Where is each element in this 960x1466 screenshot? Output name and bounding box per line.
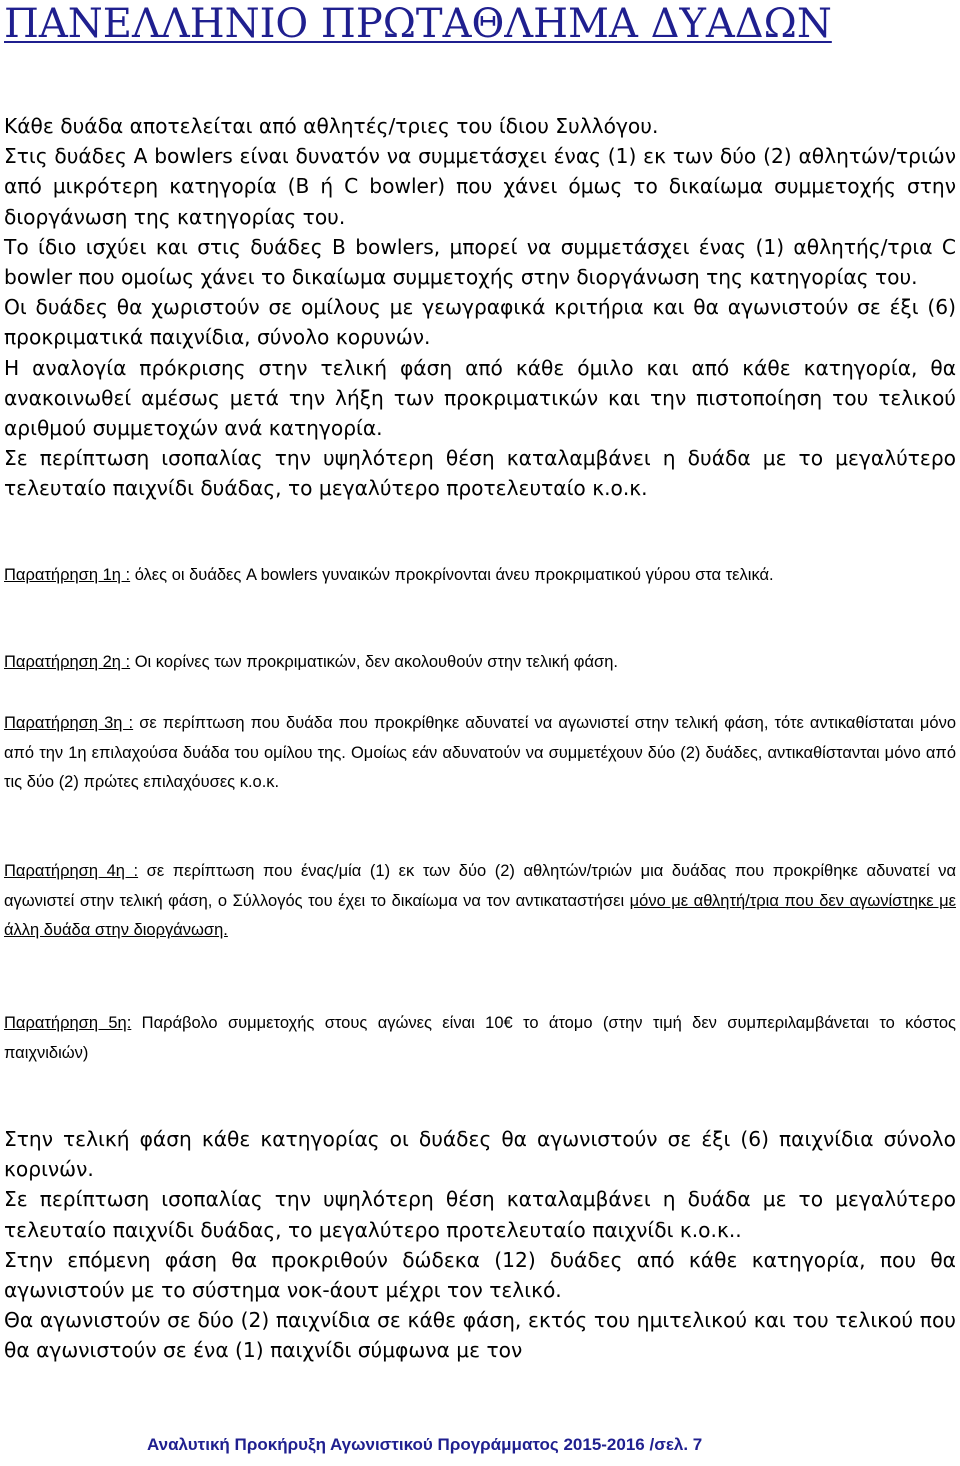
note-5-text: Παράβολο συμμετοχής στους αγώνες είναι 10€ το άτομο (στην τιμή δεν συμπεριλαμβάνεται το κόστος παιχνιδιών)	[4, 1014, 956, 1062]
intro-paragraph: Σε περίπτωση ισοπαλίας την υψηλότερη θέση καταλαμβάνει η δυάδα με το μεγαλύτερο τελευταίο παιχνίδι δυάδας, το μεγαλύτερο προτελευταίο κ.ο.κ.	[4, 446, 956, 501]
note-1-text: όλες οι δυάδες A bowlers γυναικών προκρίνονται άνευ προκριματικού γύρου στα τελικά.	[130, 566, 774, 584]
page-footer: Αναλυτική Προκήρυξη Αγωνιστικού Προγράμματος 2015-2016 /σελ. 7	[147, 1435, 703, 1454]
final-paragraph: Θα αγωνιστούν σε δύο (2) παιχνίδια σε κάθε φάση, εκτός του ημιτελικού και του τελικού που θα αγωνιστούν σε ένα (1) παιχνίδι σύμφωνα με τον	[4, 1308, 956, 1363]
note-1	[4, 561, 956, 591]
final-paragraph: Στην τελική φάση κάθε κατηγορίας οι δυάδες θα αγωνιστούν σε έξι (6) παιχνίδια σύνολο κορινών.	[4, 1127, 956, 1182]
note-3-label: Παρατήρηση 3η :	[4, 714, 134, 732]
intro-paragraph: Στις δυάδες A bowlers είναι δυνατόν να συμμετάσχει ένας (1) εκ των δύο (2) αθλητών/τριών από μικρότερη κατηγορία (B ή C bowler) που χάνει όμως το δικαίωμα συμμετοχής στην διοργάνωση της κατηγορίας του.	[4, 144, 956, 229]
note-5	[4, 1009, 956, 1068]
page-title: ΠΑΝΕΛΛΗΝΙΟ ΠΡΩΤΑΘΛΗΜΑ ΔΥΑΔΩΝ	[4, 1, 832, 47]
note-2-label: Παρατήρηση 2η :	[4, 653, 131, 671]
note-4	[4, 857, 956, 946]
intro-paragraph: Κάθε δυάδα αποτελείται από αθλητές/τριες του ίδιου Συλλόγου.	[4, 114, 659, 138]
intro-section	[4, 111, 956, 504]
intro-paragraph: Η αναλογία πρόκρισης στην τελική φάση από κάθε όμιλο και από κάθε κατηγορία, θα ανακοινωθεί αμέσως μετά την λήξη των προκριματικών και την πιστοποίηση του τελικού αριθμού συμμετοχών ανά κατηγορία.	[4, 355, 956, 441]
intro-paragraph: Το ίδιο ισχύει και στις δυάδες B bowlers, μπορεί να συμμετάσχει ένας (1) αθλητής/τρια C bowler που ομοίως χάνει το δικαίωμα συμμετοχής στην διοργάνωση της κατηγορίας του.	[4, 234, 956, 290]
note-3	[4, 709, 956, 798]
note-4-text: σε περίπτωση που ένας/μία (1) εκ των δύο (2) αθλητών/τριών μια δυάδας που προκρίθηκε αδυνατεί να αγωνιστεί στην τελική φάση, ο Σύλλογός του έχει το δικαίωμα να τον αντικαταστήσει	[4, 862, 956, 910]
final-paragraph: Στην επόμενη φάση θα προκριθούν δώδεκα (12) δυάδες από κάθε κατηγορία, που θα αγωνιστούν με το σύστημα νοκ-άουτ μέχρι τον τελικό.	[4, 1247, 956, 1303]
final-paragraph: Σε περίπτωση ισοπαλίας την υψηλότερη θέση καταλαμβάνει η δυάδα με το μεγαλύτερο τελευταίο παιχνίδι δυάδας, το μεγαλύτερο προτελευταίο παιχνίδι κ.ο.κ..	[4, 1187, 956, 1242]
intro-paragraph: Οι δυάδες θα χωριστούν σε ομίλους με γεωγραφικά κριτήρια και θα αγωνιστούν σε έξι (6) προκριματικά παιχνίδια, σύνολο κορυνών.	[4, 295, 956, 350]
note-3-text: σε περίπτωση που δυάδα που προκρίθηκε αδυνατεί να αγωνιστεί στην τελική φάση, τότε αντικαθίσταται μόνο από την 1η επιλαχούσα δυάδα του ομίλου της. Ομοίως εάν αδυνατούν να συμμετέχουν δύο (2) δυάδες, αντικαθίστανται μόνο από τις δύο (2) πρώτες επιλαχόυσες κ.ο.κ.	[4, 714, 956, 791]
note-1-label: Παρατήρηση 1η :	[4, 566, 131, 584]
note-4-underlined-text: μόνο με αθλητή/τρια που δεν αγωνίστηκε με άλλη δυάδα στην διοργάνωση.	[4, 891, 956, 939]
note-2-text: Οι κορίνες των προκριματικών, δεν ακολουθούν στην τελική φάση.	[130, 653, 618, 671]
note-5-label: Παρατήρηση 5η:	[4, 1014, 132, 1032]
note-4-label: Παρατήρηση 4η :	[4, 862, 139, 880]
final-phase-section	[4, 1124, 956, 1366]
note-2	[4, 648, 956, 678]
